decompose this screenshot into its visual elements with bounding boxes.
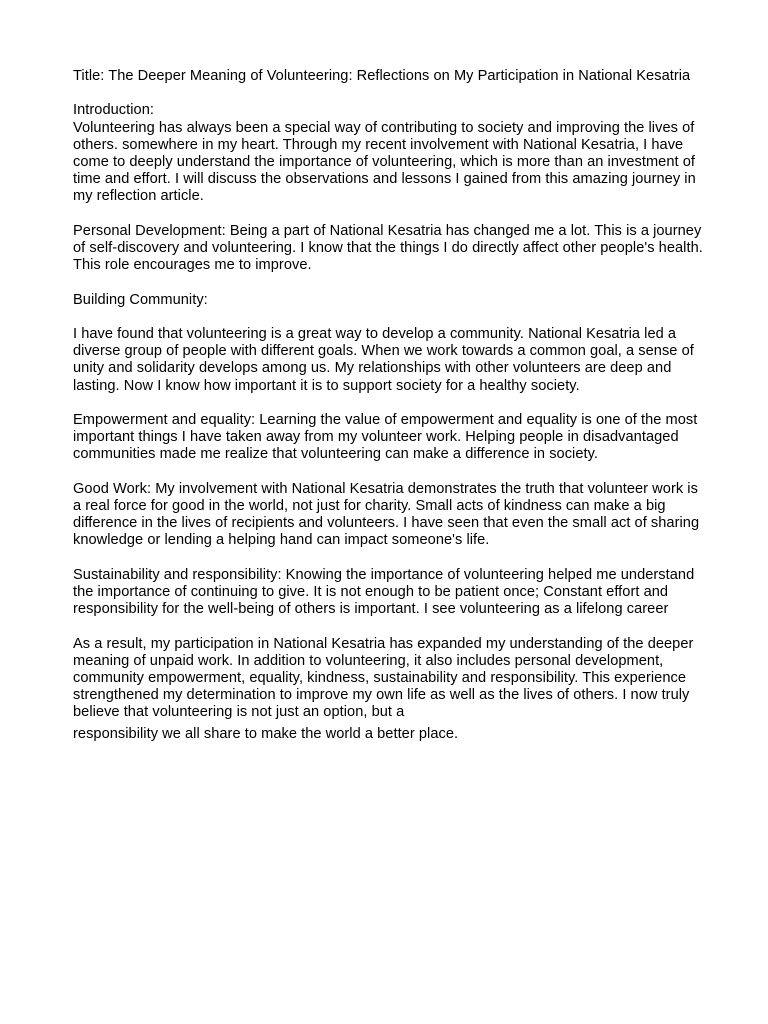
conclusion-last-line: responsibility we all share to make the world a better place. [73,725,459,742]
document-title: Title: The Deeper Meaning of Volunteering: Reflections on My Participation in National Kesatria [73,68,691,84]
conclusion-paragraph [73,636,703,743]
good-work-paragraph: Good Work: My involvement with National Kesatria demonstrates the truth that volunteer work is a real force for good in the world, not just for charity. Small acts of kindness can make a big difference in the lives of recipients and volunteers. I have seen that even the small act of sharing knowledge or lending a helping hand can impact someone's life. [73,480,700,549]
empowerment-paragraph: Empowerment and equality: Learning the value of empowerment and equality is one of the most important things I have taken away from my volunteer work. Helping people in disadvantaged communities made me realize that volunteering can make a difference in society. [73,411,698,463]
building-community-paragraph: I have found that volunteering is a great way to develop a community. National Kesatria led a diverse group of people with different goals. When we work towards a common goal, a sense of unity and solidarity develops among us. My relationships with other volunteers are deep and lasting. Now I know how important it is to support society for a healthy society. [73,325,694,394]
document-page [73,68,703,743]
personal-development-paragraph: Personal Development: Being a part of National Kesatria has changed me a lot. This is a journey of self-discovery and volunteering. I know that the things I do directly affect other people's health. This role encourages me to improve. [73,222,703,274]
building-community-heading: Building Community: [73,291,208,308]
introduction-heading: Introduction: [73,102,154,119]
sustainability-paragraph: Sustainability and responsibility: Knowing the importance of volunteering helped me understand the importance of continuing to give. It is not enough to be patient once; Constant effort and responsibility for the well-being of others is important. I see volunteering as a lifelong career [73,566,695,618]
conclusion-main-text: As a result, my participation in National Kesatria has expanded my understanding of the deeper meaning of unpaid work. In addition to volunteering, it also includes personal development, community empowerment, equality, kindness, sustainability and responsibility. This experience strengthened my determination to improve my own life as well as the lives of others. I now truly believe that volunteering is not just an option, but a [73,635,694,721]
introduction-section [73,102,703,205]
introduction-body: Volunteering has always been a special way of contributing to society and improving the lives of others. somewhere in my heart. Through my recent involvement with National Kesatria, I have come to deeply understand the importance of volunteering, which is more than an investment of time and effort. I will discuss the observations and lessons I gained from this amazing journey in my reflection article. [73,119,696,205]
